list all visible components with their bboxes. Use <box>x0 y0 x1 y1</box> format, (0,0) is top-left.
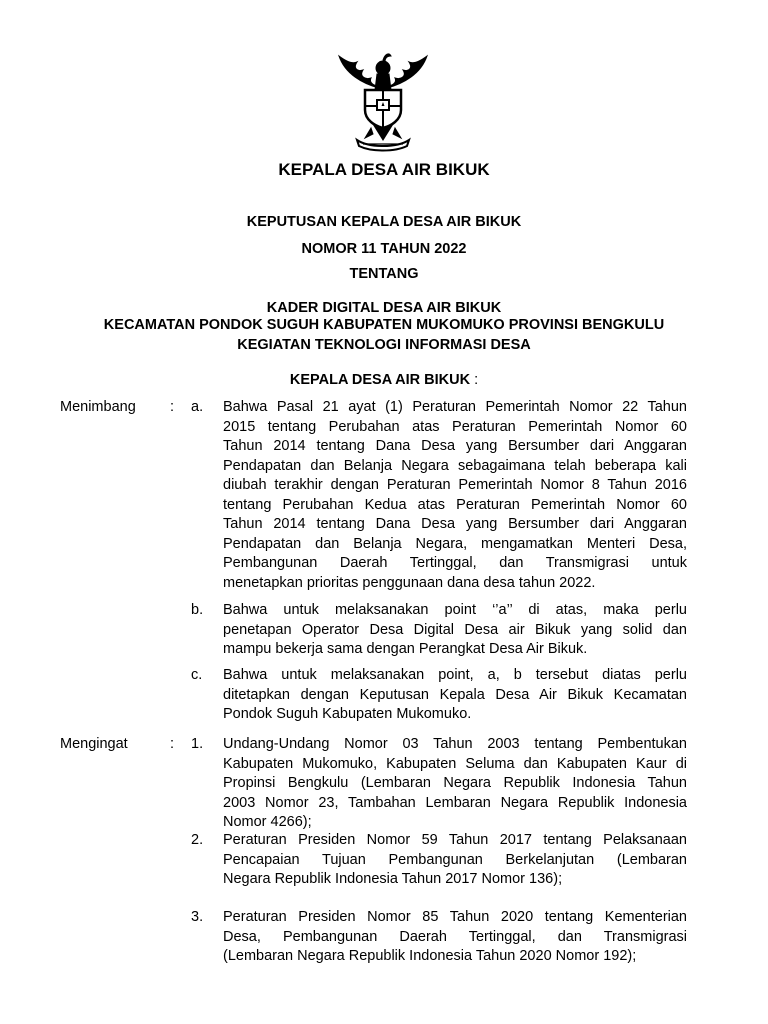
subject-line-2: KECAMATAN PONDOK SUGUH KABUPATEN MUKOMUKO PROVINSI BENGKULU <box>103 317 665 333</box>
text-line: Pendapatan dan Belanja Negara, mengamatkan Menteri Desa, <box>223 535 687 552</box>
about-heading: TENTANG <box>349 266 419 282</box>
authority-heading <box>0 372 768 388</box>
text-line: Tahun 2014 tentang Dana Desa yang Bersumber dari Anggaran <box>223 516 687 532</box>
text-line: ditetapkan dengan Keputusan Kepala Desa Air Bikuk Kecamatan <box>223 686 687 703</box>
text-line: Kabupaten Mukomuko, Kabupaten Seluma dan Kabupaten Kaur di <box>223 755 687 772</box>
item-text <box>223 398 687 593</box>
text-line: Peraturan Presiden Nomor 85 Tahun 2020 tentang Kementerian <box>223 909 687 925</box>
text-line: Bahwa untuk melaksanakan point ‘’a’’ di atas, maka perlu <box>223 602 687 618</box>
item-marker: b. <box>191 602 204 618</box>
subject-line-1: KADER DIGITAL DESA AIR BIKUK <box>266 300 502 316</box>
item-text <box>223 908 687 967</box>
text-line: Tahun 2014 tentang Dana Desa yang Bersumber dari Anggaran <box>223 438 687 454</box>
item-marker: 3. <box>191 909 204 925</box>
item-marker: c. <box>191 667 203 683</box>
text-line: Undang-Undang Nomor 03 Tahun 2003 tentang Pembentukan <box>223 736 687 752</box>
garuda-emblem <box>333 48 433 152</box>
menimbang-label: Menimbang <box>60 399 136 415</box>
mengingat-colon: : <box>170 736 175 752</box>
text-line: Pencapaian Tujuan Pembangunan Berkelanjutan (Lembaran <box>223 851 687 868</box>
mengingat-label: Mengingat <box>60 736 128 752</box>
text-line: Propinsi Bengkulu (Lembaran Negara Republik Indonesia Tahun <box>223 775 687 791</box>
text-line: Bahwa Pasal 21 ayat (1) Peraturan Pemerintah Nomor 22 Tahun <box>223 399 687 415</box>
text-line: diubah terakhir dengan Peraturan Pemerintah Nomor 8 Tahun 2016 <box>223 477 687 493</box>
text-line: Negara Republik Indonesia Tahun 2017 Nomor 136); <box>223 871 563 887</box>
text-line: Pendapatan dan Belanja Negara sebagaimana telah beberapa kali <box>223 457 687 474</box>
text-line: mampu bekerja sama dengan Perangkat Desa Air Bikuk. <box>223 641 588 657</box>
decree-title: KEPUTUSAN KEPALA DESA AIR BIKUK <box>246 214 522 230</box>
text-line: Desa, Pembangunan Daerah Tertinggal, dan Transmigrasi <box>223 928 687 945</box>
item-marker: 1. <box>191 736 204 752</box>
text-line: penetapan Operator Desa Digital Desa air Bikuk yang solid dan <box>223 621 687 638</box>
authority-name: KEPALA DESA AIR BIKUK <box>289 372 471 388</box>
item-text <box>223 831 687 890</box>
menimbang-colon: : <box>170 399 175 415</box>
item-text <box>223 601 687 660</box>
text-line: Peraturan Presiden Nomor 59 Tahun 2017 tentang Pelaksanaan <box>223 832 687 848</box>
text-line: Pondok Suguh Kabupaten Mukomuko. <box>223 706 472 722</box>
item-text <box>223 666 687 725</box>
text-line: tentang Perubahan Kedua atas Peraturan Pemerintah Nomor 60 <box>223 496 687 513</box>
text-line: menetapkan prioritas penggunaan dana desa tahun 2022. <box>223 574 596 591</box>
item-marker: a. <box>191 399 204 415</box>
item-marker: 2. <box>191 832 204 848</box>
text-line: 2003 Nomor 23, Tambahan Lembaran Negara Republik Indonesia <box>223 794 687 811</box>
subject-line-3: KEGIATAN TEKNOLOGI INFORMASI DESA <box>237 337 531 353</box>
text-line: Pembangunan Daerah Tertinggal, dan Transmigrasi untuk <box>223 555 687 571</box>
authority-colon: : <box>474 372 479 388</box>
item-text <box>223 735 687 833</box>
office-title: KEPALA DESA AIR BIKUK <box>278 160 490 179</box>
text-line: (Lembaran Negara Republik Indonesia Tahun 2020 Nomor 192); <box>223 948 637 964</box>
text-line: Bahwa untuk melaksanakan point, a, b tersebut diatas perlu <box>223 667 687 683</box>
text-line: Nomor 4266); <box>223 814 312 830</box>
decree-number: NOMOR 11 TAHUN 2022 <box>301 241 467 257</box>
text-line: 2015 tentang Perubahan atas Peraturan Pemerintah Nomor 60 <box>223 418 687 435</box>
